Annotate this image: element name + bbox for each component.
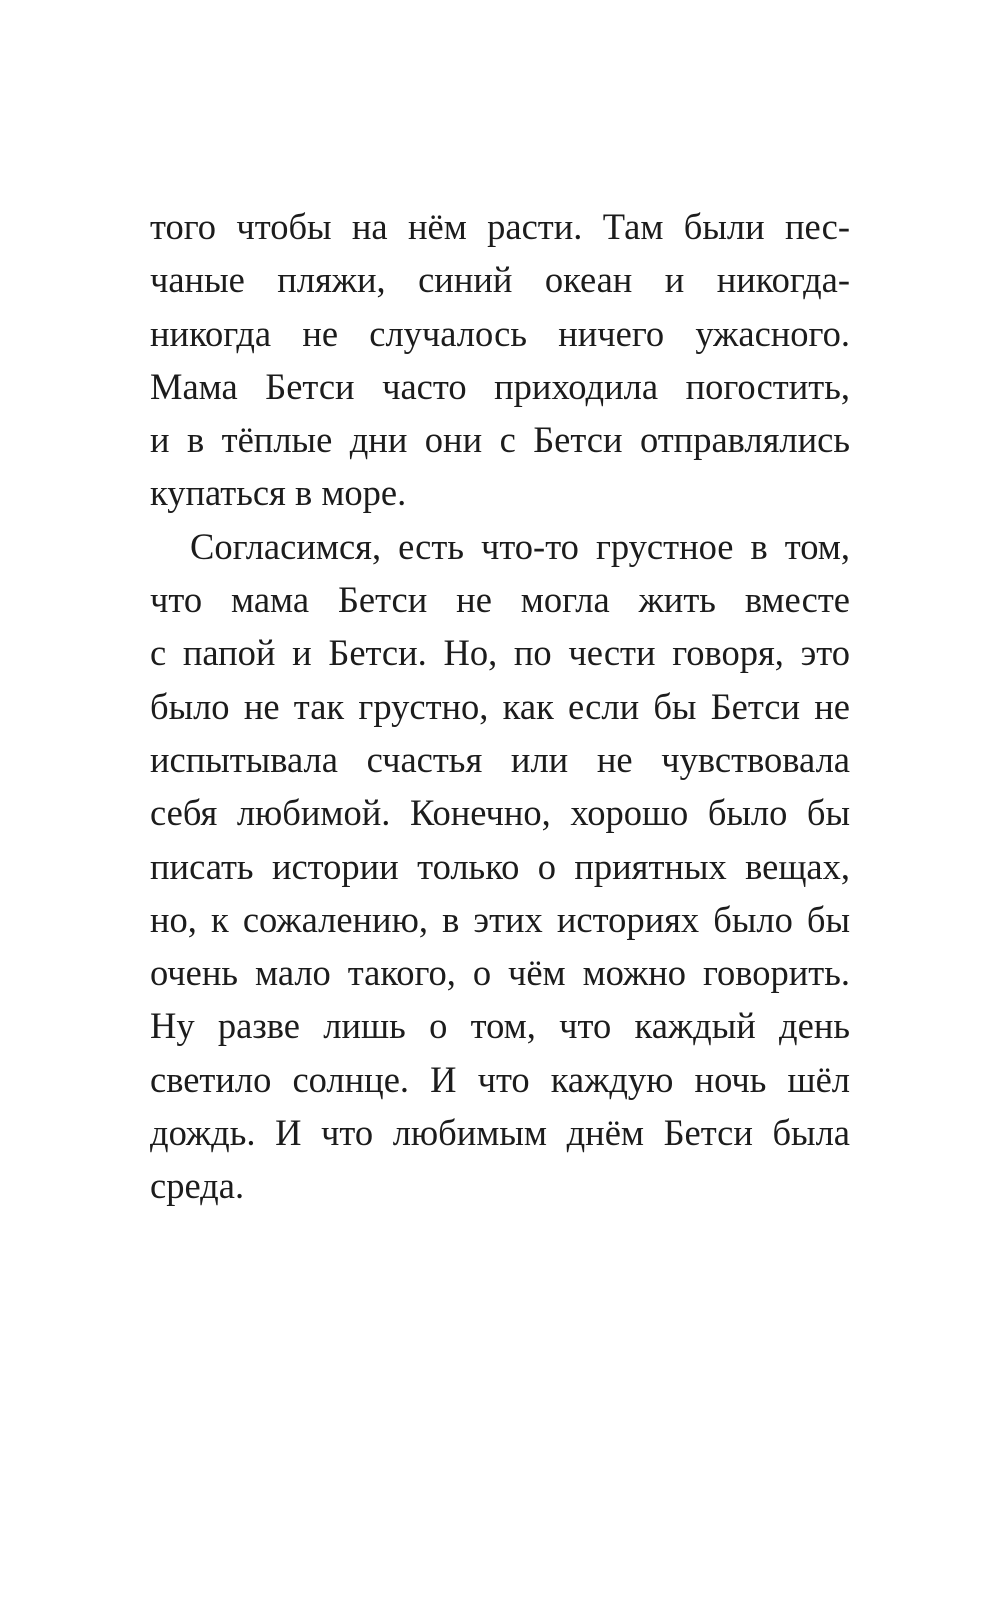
text-line: светило солнце. И что каждую ночь шёл xyxy=(150,1058,850,1100)
text-line: было не так грустно, как если бы Бетси не xyxy=(150,685,850,727)
page-body-text xyxy=(150,200,850,1213)
text-line: с папой и Бетси. Но, по чести говоря, это xyxy=(150,632,850,674)
text-line: Согласимся, есть что-то грустное в том, xyxy=(190,525,850,567)
text-line: купаться в море. xyxy=(150,472,407,514)
text-line: Мама Бетси часто приходила погостить, xyxy=(150,365,850,407)
text-line: и в тёплые дни они с Бетси отправлялись xyxy=(150,419,850,461)
text-line: что мама Бетси не могла жить вместе xyxy=(150,579,850,621)
text-line: себя любимой. Конечно, хорошо было бы xyxy=(150,792,850,834)
text-line: очень мало такого, о чём можно говорить. xyxy=(150,952,850,994)
text-line: никогда не случалось ничего ужасного. xyxy=(150,312,850,354)
text-line: среда. xyxy=(150,1165,245,1207)
text-line: но, к сожалению, в этих историях было бы xyxy=(150,898,850,940)
text-line: того чтобы на нём расти. Там были пес- xyxy=(150,206,850,247)
text-line: испытывала счастья или не чувствовала xyxy=(150,738,850,780)
text-line: Ну разве лишь о том, что каждый день xyxy=(150,1005,850,1047)
text-line: писать истории только о приятных вещах, xyxy=(150,845,850,887)
text-line: дождь. И что любимым днём Бетси была xyxy=(150,1112,850,1154)
text-line: чаные пляжи, синий океан и никогда- xyxy=(150,259,850,301)
